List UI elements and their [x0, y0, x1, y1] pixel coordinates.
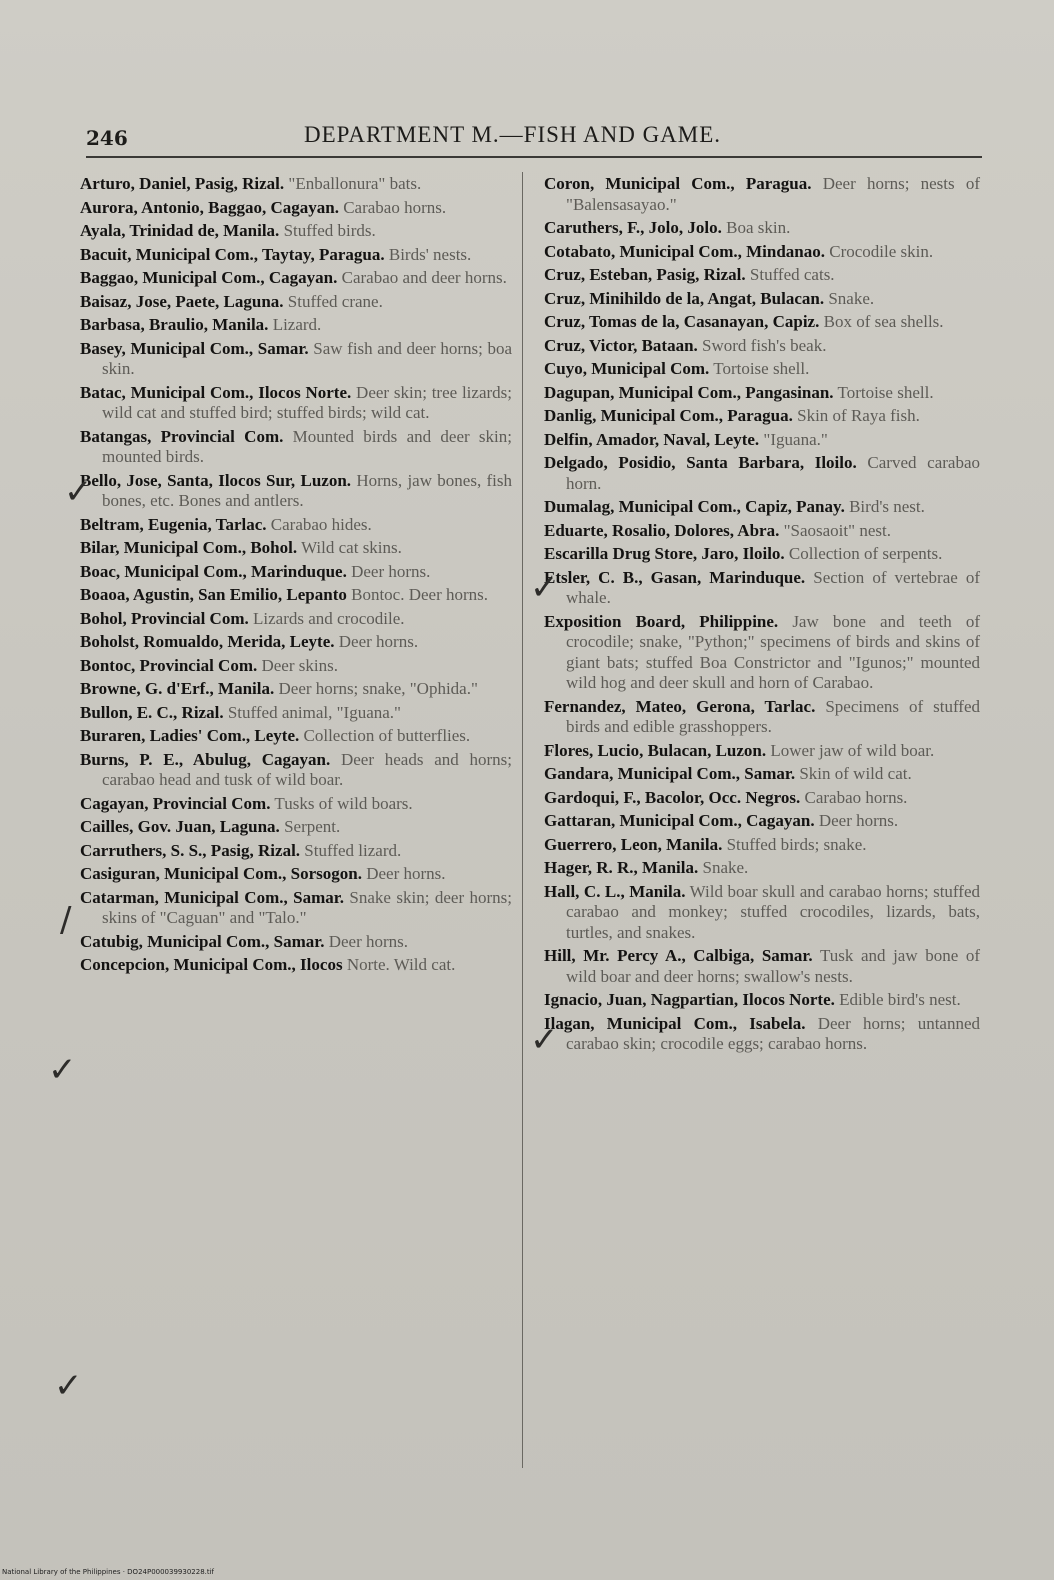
catalog-entry [80, 888, 512, 929]
entry-exhibit: Carabao and deer horns. [341, 268, 507, 287]
entry-exhibitor: Caruthers, F., Jolo, Jolo. [544, 218, 722, 237]
catalog-entry [544, 289, 980, 310]
catalog-entry [544, 568, 980, 609]
entry-exhibit: Saw fish and deer horns; boa skin. [102, 338, 513, 378]
catalog-entry [544, 174, 980, 215]
entry-exhibitor: Bohol, Provincial Com. [80, 608, 249, 628]
entry-exhibit: Crocodile skin. [829, 241, 934, 261]
entry-exhibitor: Gardoqui, F., Bacolor, Occ. Negros. [544, 787, 801, 807]
check-mark-icon: / [60, 900, 72, 940]
entry-exhibit: Deer skin; tree lizards; wild cat and stuffed bird; stuffed birds; wild cat. [102, 382, 512, 422]
entry-exhibit: Deer horns; untanned carabao skin; crocodile eggs; carabao horns. [566, 1013, 981, 1053]
catalog-entry [80, 932, 512, 953]
entry-exhibitor: Cruz, Esteban, Pasig, Rizal. [544, 265, 746, 284]
entry-exhibitor: Barbasa, Braulio, Manila. [80, 315, 269, 334]
check-mark-icon: ✓ [530, 1020, 559, 1060]
catalog-entry [80, 562, 512, 583]
entry-exhibitor: Boac, Municipal Com., Marinduque. [80, 561, 347, 581]
entry-exhibitor: Coron, Municipal Com., Paragua. [544, 174, 812, 193]
entry-exhibit: Snake. [828, 288, 875, 308]
catalog-entry [544, 811, 980, 832]
catalog-entry [544, 453, 980, 494]
entry-exhibit: Sword fish's beak. [702, 335, 827, 355]
entry-exhibitor: Burns, P. E., Abulug, Cagayan. [80, 749, 331, 769]
entry-exhibit: Carabao horns. [343, 197, 447, 217]
catalog-entry [80, 339, 512, 380]
check-mark-icon: ✓ [64, 472, 93, 512]
entry-exhibitor: Cagayan, Provincial Com. [80, 793, 271, 813]
entry-exhibit: Stuffed cats. [749, 265, 835, 284]
entry-exhibit: Stuffed lizard. [304, 840, 402, 860]
check-mark-icon: ✓ [530, 568, 559, 608]
catalog-entry [80, 245, 512, 266]
entry-exhibitor: Browne, G. d'Erf., Manila. [80, 679, 275, 698]
entry-exhibit: Stuffed birds. [283, 221, 376, 240]
entry-exhibit: Stuffed animal, "Iguana." [227, 702, 401, 722]
catalog-entry [544, 788, 980, 809]
check-mark-icon: ✓ [54, 1366, 83, 1406]
entry-exhibit: Lizards and crocodile. [253, 608, 405, 628]
catalog-entry [544, 497, 980, 518]
entry-exhibitor: Delgado, Posidio, Santa Barbara, Iloilo. [544, 453, 857, 472]
left-column [80, 174, 512, 979]
entry-exhibitor: Bacuit, Municipal Com., Taytay, Paragua. [80, 244, 385, 264]
catalog-entry [80, 955, 512, 976]
entry-exhibit: Collection of serpents. [788, 544, 943, 563]
entry-exhibitor: Escarilla Drug Store, Jaro, Iloilo. [544, 544, 785, 563]
entry-exhibit: Skin of Raya fish. [797, 406, 920, 425]
entry-exhibit: Tortoise shell. [837, 382, 934, 402]
catalog-entry [80, 750, 512, 791]
entry-exhibit: Lower jaw of wild boar. [770, 740, 935, 760]
catalog-entry [80, 841, 512, 862]
entry-exhibit: Stuffed crane. [287, 291, 383, 311]
catalog-entry [80, 292, 512, 313]
entry-exhibit: Horns, jaw bones, fish bones, etc. Bones and antlers. [102, 470, 513, 510]
entry-exhibitor: Hall, C. L., Manila. [544, 881, 686, 901]
entry-exhibit: Deer horns. [351, 561, 431, 581]
entry-exhibitor: Boholst, Romualdo, Merida, Leyte. [80, 632, 335, 651]
entry-exhibitor: Ayala, Trinidad de, Manila. [80, 221, 280, 240]
catalog-entry [544, 265, 980, 286]
entry-exhibitor: Fernandez, Mateo, Gerona, Tarlac. [544, 696, 816, 716]
catalog-entry [544, 383, 980, 404]
entry-exhibit: Deer horns; snake, "Ophida." [278, 679, 478, 698]
catalog-entry [80, 632, 512, 653]
catalog-entry [80, 864, 512, 885]
entry-exhibit: Box of sea shells. [823, 312, 944, 331]
catalog-entry [80, 656, 512, 677]
entry-exhibitor: Cailles, Gov. Juan, Laguna. [80, 817, 280, 836]
entry-exhibitor: Batac, Municipal Com., Ilocos Norte. [80, 382, 352, 402]
entry-exhibitor: Casiguran, Municipal Com., Sorsogon. [80, 864, 362, 883]
catalog-entry [544, 697, 980, 738]
catalog-entry [544, 835, 980, 856]
entry-exhibit: Bontoc. Deer horns. [351, 585, 489, 604]
catalog-entry [544, 612, 980, 694]
entry-exhibit: "Saosaoit" nest. [783, 520, 891, 540]
header-divider [86, 156, 982, 158]
catalog-entry [80, 221, 512, 242]
entry-exhibitor: Batangas, Provincial Com. [80, 426, 284, 446]
entry-exhibit: Collection of butterflies. [303, 726, 471, 745]
entry-exhibitor: Dumalag, Municipal Com., Capiz, Panay. [544, 497, 845, 516]
entry-exhibit: Deer heads and horns; carabao head and tusk of wild boar. [102, 749, 513, 789]
catalog-entry [544, 218, 980, 239]
entry-exhibitor: Aurora, Antonio, Baggao, Cagayan. [80, 197, 339, 217]
entry-exhibit: Deer skins. [261, 655, 338, 675]
entry-exhibitor: Cotabato, Municipal Com., Mindanao. [544, 241, 825, 261]
entry-exhibitor: Carruthers, S. S., Pasig, Rizal. [80, 840, 301, 860]
catalog-entry [544, 521, 980, 542]
entry-exhibitor: Exposition Board, Philippine. [544, 611, 779, 631]
entry-exhibit: "Enballonura" bats. [288, 174, 422, 193]
entry-exhibitor: Cruz, Tomas de la, Casanayan, Capiz. [544, 312, 820, 331]
catalog-entry [80, 315, 512, 336]
catalog-entry [544, 882, 980, 944]
entry-exhibitor: Cuyo, Municipal Com. [544, 359, 710, 378]
catalog-entry [80, 609, 512, 630]
entry-exhibitor: Dagupan, Municipal Com., Pangasinan. [544, 382, 834, 402]
catalog-entry [80, 726, 512, 747]
catalog-entry [80, 703, 512, 724]
catalog-entry [80, 383, 512, 424]
catalog-entry [544, 430, 980, 451]
catalog-entry [80, 174, 512, 195]
entry-exhibitor: Arturo, Daniel, Pasig, Rizal. [80, 174, 285, 193]
catalog-entry [80, 427, 512, 468]
scan-credit: National Library of the Philippines · DO24P000039930228.tif [2, 1568, 215, 1576]
page-title: DEPARTMENT M.—FISH AND GAME. [304, 122, 722, 147]
catalog-entry [544, 1014, 980, 1055]
catalog-entry [80, 817, 512, 838]
catalog-entry [544, 312, 980, 333]
entry-exhibit: Lizard. [272, 315, 322, 334]
entry-exhibit: Wild boar skull and carabao horns; stuffed carabao and monkey; stuffed crocodiles, lizards, bats, turtles, and snakes. [566, 881, 980, 942]
catalog-entry [80, 471, 512, 512]
entry-exhibit: Serpent. [284, 817, 341, 836]
entry-exhibitor: Baggao, Municipal Com., Cagayan. [80, 268, 338, 287]
entry-exhibitor: Guerrero, Leon, Manila. [544, 834, 723, 854]
catalog-entry [80, 679, 512, 700]
entry-exhibit: Jaw bone and teeth of crocodile; snake, "Python;" specimens of birds and skins of giant bats; stuffed Boa Constrictor and "Igunos;" mounted wild hog and deer skull and horn of Carabao. [566, 611, 981, 692]
entry-exhibit: Section of vertebrae of whale. [566, 567, 981, 607]
entry-exhibit: Carabao hides. [270, 514, 372, 534]
entry-exhibit: Carabao horns. [804, 787, 908, 807]
catalog-entry [80, 515, 512, 536]
catalog-entry [80, 198, 512, 219]
catalog-entry [80, 794, 512, 815]
entry-exhibitor: Baisaz, Jose, Paete, Laguna. [80, 291, 284, 311]
entry-exhibit: Deer horns. [328, 931, 409, 951]
entry-exhibitor: Eduarte, Rosalio, Dolores, Abra. [544, 520, 780, 540]
entry-exhibitor: Flores, Lucio, Bulacan, Luzon. [544, 740, 767, 760]
entry-exhibit: Mounted birds and deer skin; mounted birds. [102, 426, 512, 466]
catalog-entry [80, 268, 512, 289]
entry-exhibit: Birds' nests. [388, 244, 472, 264]
entry-exhibitor: Gattaran, Municipal Com., Cagayan. [544, 811, 815, 830]
entry-exhibit: Norte. Wild cat. [346, 955, 456, 974]
entry-exhibit: Boa skin. [726, 218, 791, 237]
entry-exhibit: Tortoise shell. [713, 359, 810, 378]
entry-exhibitor: Ilagan, Municipal Com., Isabela. [544, 1013, 806, 1033]
entry-exhibit: Deer horns. [818, 811, 899, 830]
entry-exhibitor: Delfin, Amador, Naval, Leyte. [544, 429, 760, 449]
check-mark-icon: ✓ [48, 1050, 77, 1090]
catalog-entry [544, 544, 980, 565]
catalog-entry [544, 946, 980, 987]
entry-exhibitor: Gandara, Municipal Com., Samar. [544, 764, 796, 783]
entry-exhibit: Bird's nest. [849, 497, 925, 516]
entry-exhibit: Stuffed birds; snake. [726, 834, 867, 854]
entry-exhibit: Wild cat skins. [301, 538, 402, 557]
right-column [544, 174, 980, 1058]
entry-exhibit: Deer horns. [338, 632, 419, 651]
catalog-entry [544, 242, 980, 263]
entry-exhibitor: Bilar, Municipal Com., Bohol. [80, 538, 298, 557]
entry-exhibit: Tusk and jaw bone of wild boar and deer horns; swallow's nests. [566, 946, 980, 986]
entry-exhibitor: Etsler, C. B., Gasan, Marinduque. [544, 567, 806, 587]
entry-exhibit: Tusks of wild boars. [274, 793, 413, 813]
catalog-entry [544, 764, 980, 785]
entry-exhibitor: Buraren, Ladies' Com., Leyte. [80, 726, 300, 745]
entry-exhibitor: Concepcion, Municipal Com., Ilocos [80, 955, 343, 974]
entry-exhibitor: Ignacio, Juan, Nagpartian, Ilocos Norte. [544, 990, 835, 1009]
entry-exhibit: Snake. [702, 858, 749, 877]
entry-exhibit: Deer horns; nests of "Balensasayao." [566, 174, 980, 214]
entry-exhibitor: Bullon, E. C., Rizal. [80, 702, 224, 722]
entry-exhibit: Carved carabao horn. [566, 453, 981, 493]
entry-exhibitor: Cruz, Victor, Bataan. [544, 335, 698, 355]
entry-exhibitor: Beltram, Eugenia, Tarlac. [80, 514, 267, 534]
catalog-entry [544, 406, 980, 427]
entry-exhibitor: Boaoa, Agustin, San Emilio, Lepanto [80, 585, 347, 604]
catalog-entry [544, 858, 980, 879]
catalog-entry [80, 538, 512, 559]
entry-exhibit: Edible bird's nest. [839, 990, 961, 1009]
catalog-entry [544, 741, 980, 762]
entry-exhibitor: Bontoc, Provincial Com. [80, 655, 258, 675]
catalog-entry [544, 336, 980, 357]
entry-exhibit: Specimens of stuffed birds and edible grasshoppers. [566, 696, 981, 736]
catalog-entry [544, 359, 980, 380]
entry-exhibitor: Hill, Mr. Percy A., Calbiga, Samar. [544, 946, 813, 965]
entry-exhibitor: Bello, Jose, Santa, Ilocos Sur, Luzon. [80, 470, 352, 490]
entry-exhibitor: Basey, Municipal Com., Samar. [80, 338, 309, 358]
entry-exhibit: Snake skin; deer horns; skins of "Caguan" and "Talo." [102, 887, 513, 927]
column-divider [522, 172, 523, 1468]
entry-exhibit: Skin of wild cat. [799, 764, 912, 783]
page-number: 246 [86, 126, 128, 150]
entry-exhibitor: Catubig, Municipal Com., Samar. [80, 931, 325, 951]
entry-exhibit: Deer horns. [366, 864, 446, 883]
entry-exhibitor: Catarman, Municipal Com., Samar. [80, 887, 344, 907]
entry-exhibit: "Iguana." [763, 429, 828, 449]
entry-exhibitor: Danlig, Municipal Com., Paragua. [544, 406, 793, 425]
entry-exhibitor: Hager, R. R., Manila. [544, 858, 699, 877]
catalog-entry [544, 990, 980, 1011]
catalog-entry [80, 585, 512, 606]
entry-exhibitor: Cruz, Minihildo de la, Angat, Bulacan. [544, 288, 825, 308]
